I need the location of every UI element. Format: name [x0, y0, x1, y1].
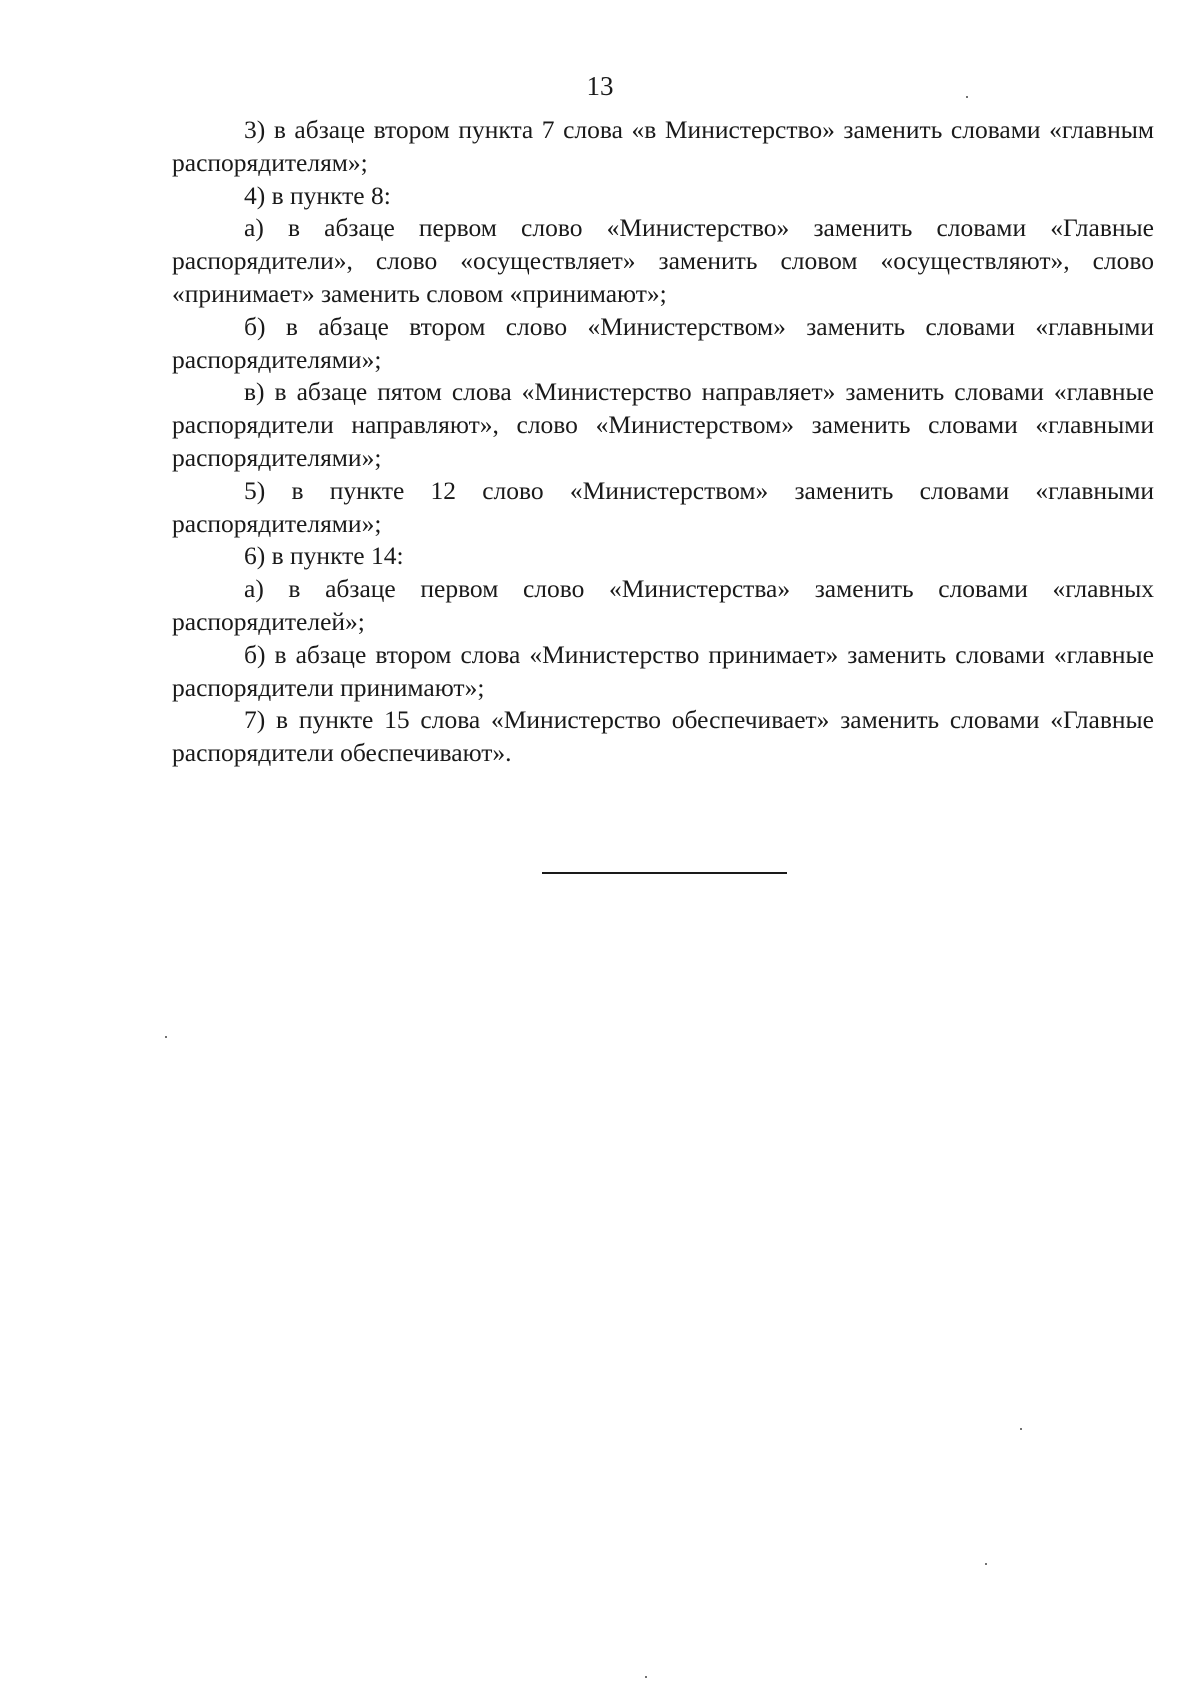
paragraph: 6) в пункте 14: [244, 541, 404, 571]
paragraph: в) в абзаце пятом слова «Министерство направляет» заменить словами «главные распорядители направляют», слово «Министерством» заменить словами «главными распорядителями»; [172, 377, 1154, 472]
document-body [172, 114, 1154, 770]
paragraph: 7) в пункте 15 слова «Министерство обеспечивает» заменить словами «Главные распорядители обеспечивают». [172, 705, 1154, 768]
paragraph: а) в абзаце первом слово «Министерства» заменить словами «главных распорядителей»; [172, 574, 1154, 636]
scan-speck [985, 1563, 987, 1565]
scan-speck [966, 96, 968, 98]
scan-speck [645, 1676, 647, 1678]
scan-speck [165, 1036, 167, 1038]
scan-speck [1020, 1428, 1022, 1430]
page-number: 13 [586, 71, 614, 101]
paragraph: б) в абзаце втором слова «Министерство принимает» заменить словами «главные распорядители принимают»; [172, 639, 1154, 702]
paragraph: 5) в пункте 12 слово «Министерством» заменить словами «главными распорядителями»; [172, 475, 1154, 538]
closing-divider [542, 872, 787, 874]
paragraph: а) в абзаце первом слово «Министерство» заменить словами «Главные распорядители», слово «осуществляет» заменить словом «осуществляют», слово «принимает» заменить словом «принимают»; [172, 213, 1154, 308]
paragraph: 3) в абзаце втором пункта 7 слова «в Министерство» заменить словами «главным распорядителям»; [172, 115, 1154, 177]
paragraph: 4) в пункте 8: [244, 180, 391, 210]
paragraph: б) в абзаце втором слово «Министерством» заменить словами «главными распорядителями»; [172, 311, 1154, 374]
